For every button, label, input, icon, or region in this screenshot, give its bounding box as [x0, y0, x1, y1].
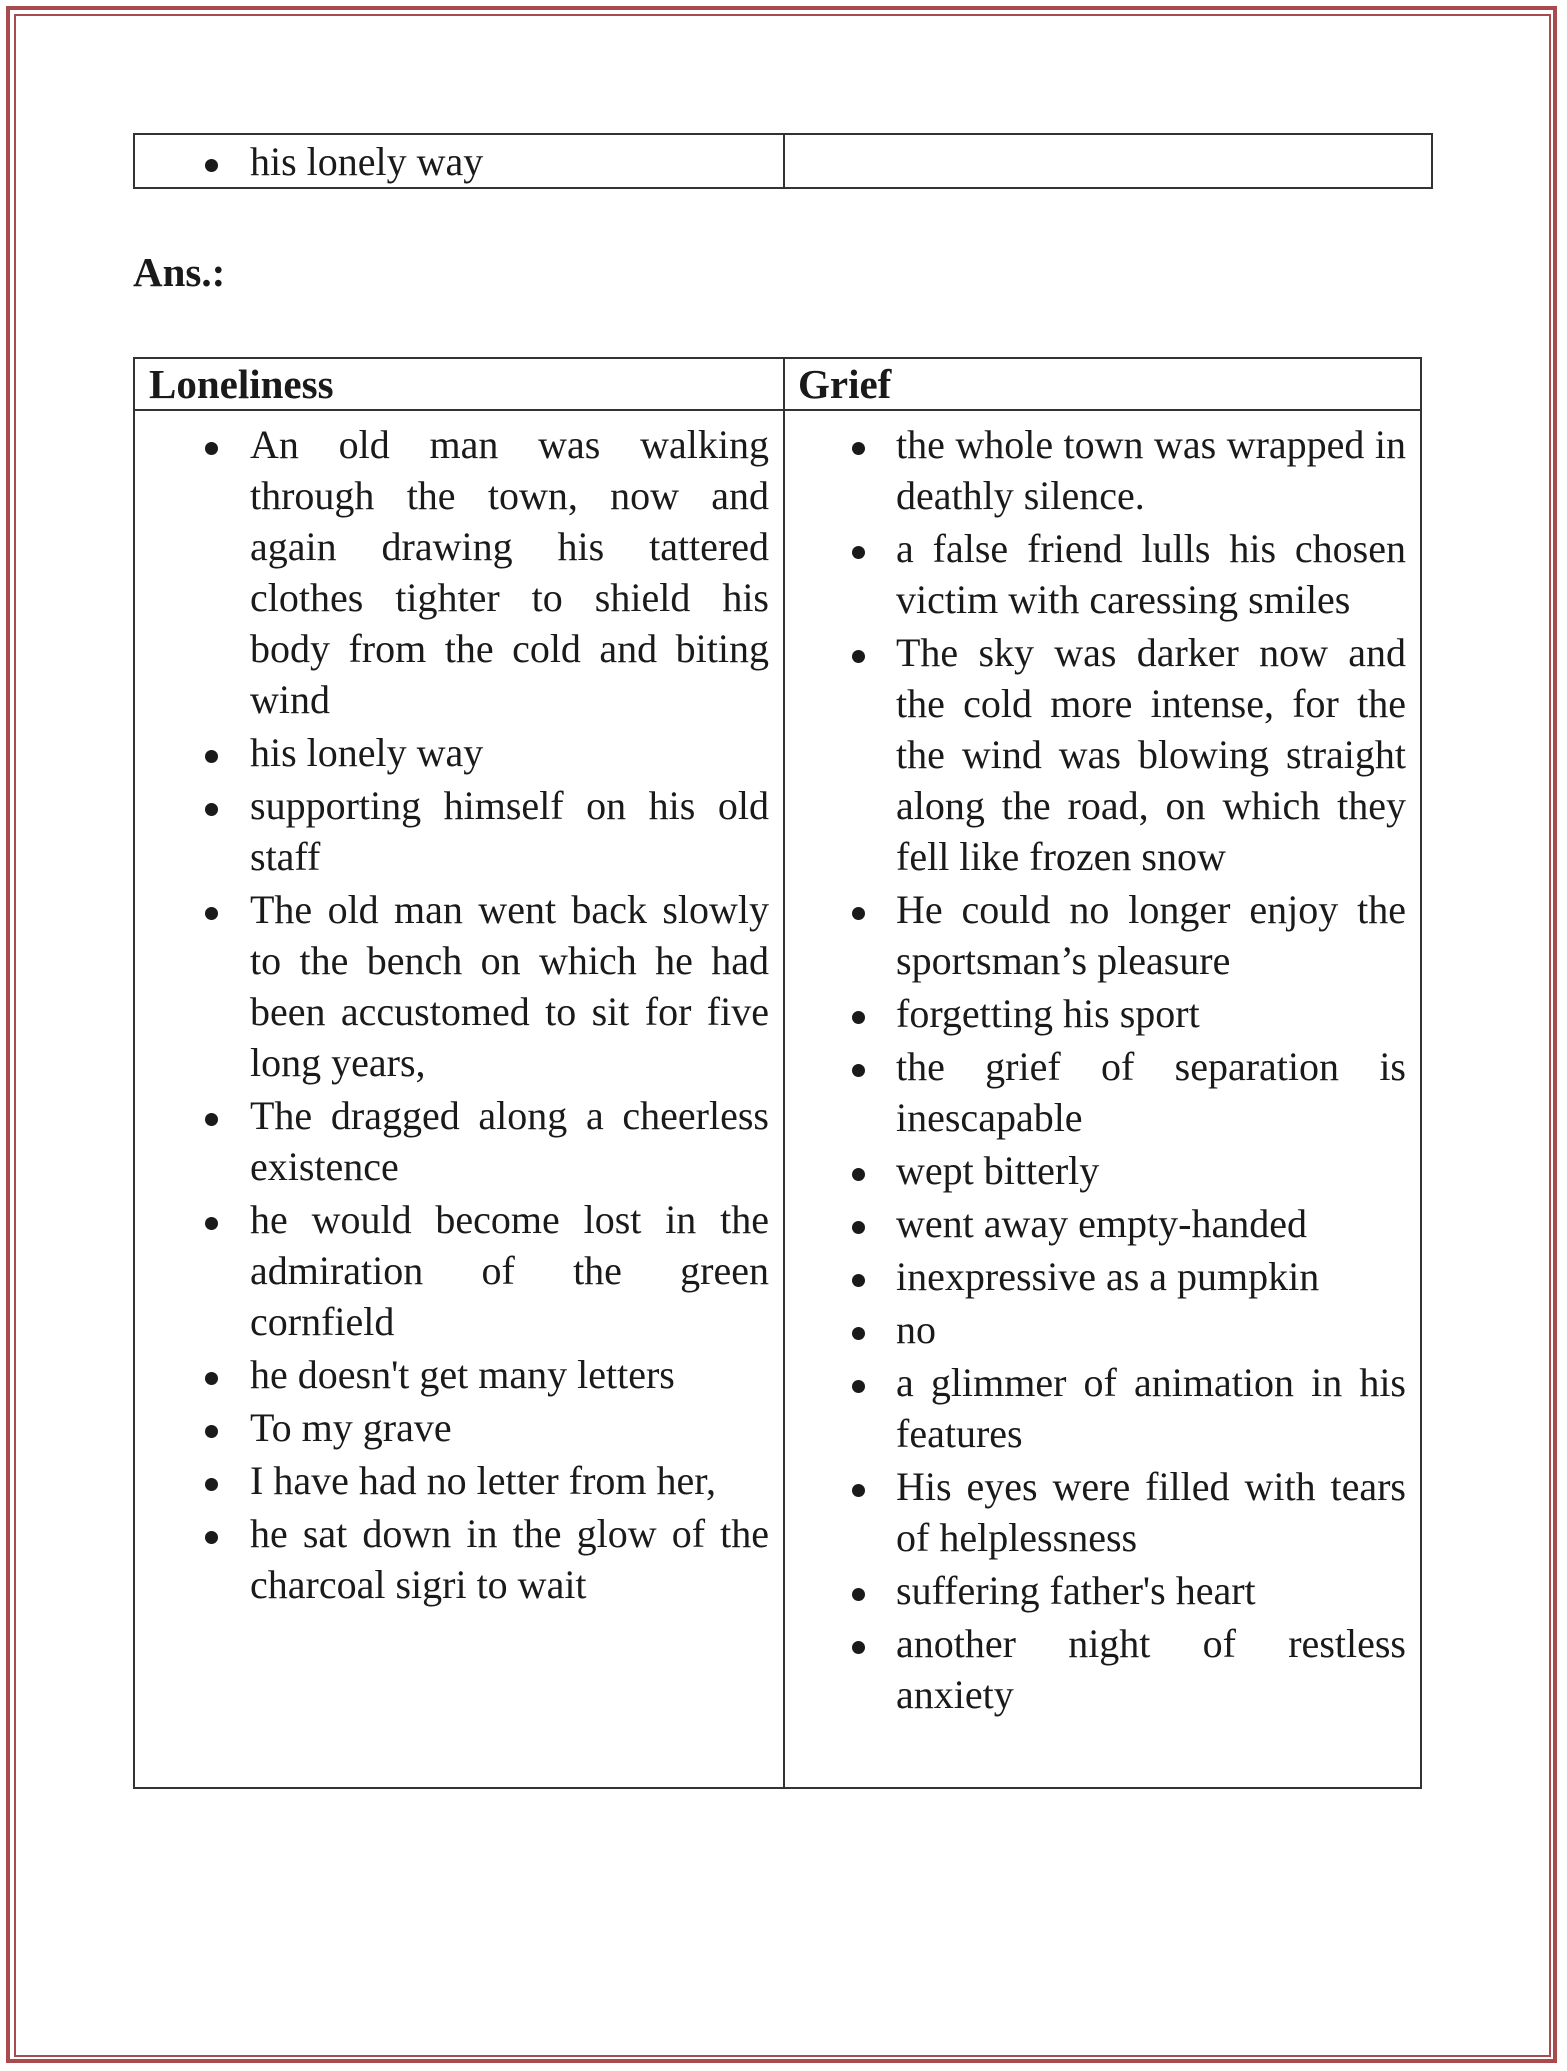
list-item: The old man went back slowly to the bench on which he had been accustomed to sit for five long years,: [135, 884, 769, 1088]
list-item: another night of restless anxiety: [785, 1618, 1406, 1720]
list-item: An old man was walking through the town, now and again drawing his tattered clothes tighter to shield his body from the cold and biting wind: [135, 419, 769, 725]
list-item: I have had no letter from her,: [135, 1455, 769, 1506]
list-item: his lonely way: [135, 727, 769, 778]
table-header-row: [135, 359, 1420, 411]
list-item: his lonely way: [135, 135, 783, 189]
list-item: forgetting his sport: [785, 988, 1406, 1039]
list-item: supporting himself on his old staff: [135, 780, 769, 882]
list-item: he would become lost in the admiration of the green cornfield: [135, 1194, 769, 1347]
list-item: a glimmer of animation in his features: [785, 1357, 1406, 1459]
list-item: wept bitterly: [785, 1145, 1406, 1196]
loneliness-column: [135, 411, 785, 1787]
list-item: suffering father's heart: [785, 1565, 1406, 1616]
list-item: To my grave: [135, 1402, 769, 1453]
list-item: the grief of separation is inescapable: [785, 1041, 1406, 1143]
list-item: he doesn't get many letters: [135, 1349, 769, 1400]
grief-column: [785, 411, 1420, 1787]
continued-table-right-cell: [785, 135, 1431, 187]
list-item: inexpressive as a pumpkin: [785, 1251, 1406, 1302]
header-grief: Grief: [798, 361, 892, 407]
list-item: He could no longer enjoy the sportsman’s pleasure: [785, 884, 1406, 986]
list-item: His eyes were filled with tears of helplessness: [785, 1461, 1406, 1563]
header-loneliness: Loneliness: [135, 359, 785, 409]
answer-table: [133, 357, 1422, 1789]
continued-list: [135, 135, 783, 189]
list-item: he sat down in the glow of the charcoal sigri to wait: [135, 1508, 769, 1610]
list-item: went away empty-handed: [785, 1198, 1406, 1249]
answer-label: Ans.:: [133, 249, 226, 295]
list-item: The dragged along a cheerless existence: [135, 1090, 769, 1192]
loneliness-list: [135, 419, 769, 1610]
table-body-row: [135, 411, 1420, 1787]
list-item: a false friend lulls his chosen victim with caressing smiles: [785, 523, 1406, 625]
continued-table: [133, 133, 1433, 189]
grief-list: [785, 419, 1406, 1720]
list-item: the whole town was wrapped in deathly silence.: [785, 419, 1406, 521]
list-item: The sky was darker now and the cold more intense, for the the wind was blowing straight along the road, on which they fell like frozen snow: [785, 627, 1406, 882]
list-item: no: [785, 1304, 1406, 1355]
continued-table-left-cell: [135, 135, 785, 187]
